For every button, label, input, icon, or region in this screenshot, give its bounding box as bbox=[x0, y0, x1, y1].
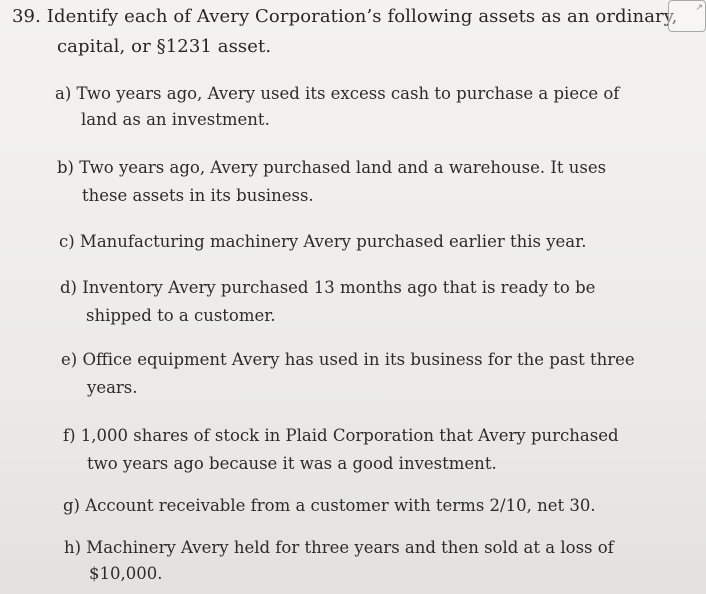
part-a-line2: land as an investment. bbox=[81, 110, 270, 129]
part-d-line2: shipped to a customer. bbox=[86, 306, 276, 325]
corner-icon: ↗ bbox=[695, 3, 703, 13]
part-c-line1: c) Manufacturing machinery Avery purchased earlier this year. bbox=[59, 232, 587, 251]
part-h-line2: $10,000. bbox=[89, 564, 163, 583]
part-f-line2: two years ago because it was a good investment. bbox=[87, 454, 497, 473]
part-e-line1: e) Office equipment Avery has used in its business for the past three bbox=[61, 350, 635, 369]
question-title-line1: 39. Identify each of Avery Corporation’s following assets as an ordinary, bbox=[12, 6, 678, 27]
part-b-line2: these assets in its business. bbox=[82, 186, 314, 205]
corner-button[interactable] bbox=[668, 0, 706, 32]
part-h-line1: h) Machinery Avery held for three years and then sold at a loss of bbox=[64, 538, 614, 557]
part-g-line1: g) Account receivable from a customer with terms 2/10, net 30. bbox=[63, 496, 596, 515]
part-e-line2: years. bbox=[87, 378, 138, 397]
part-b-line1: b) Two years ago, Avery purchased land and a warehouse. It uses bbox=[57, 158, 607, 177]
part-d-line1: d) Inventory Avery purchased 13 months ago that is ready to be bbox=[60, 278, 596, 297]
part-a-line1: a) Two years ago, Avery used its excess cash to purchase a piece of bbox=[55, 84, 620, 103]
question-title-line2: capital, or §1231 asset. bbox=[57, 36, 272, 57]
part-f-line1: f) 1,000 shares of stock in Plaid Corporation that Avery purchased bbox=[63, 426, 619, 445]
